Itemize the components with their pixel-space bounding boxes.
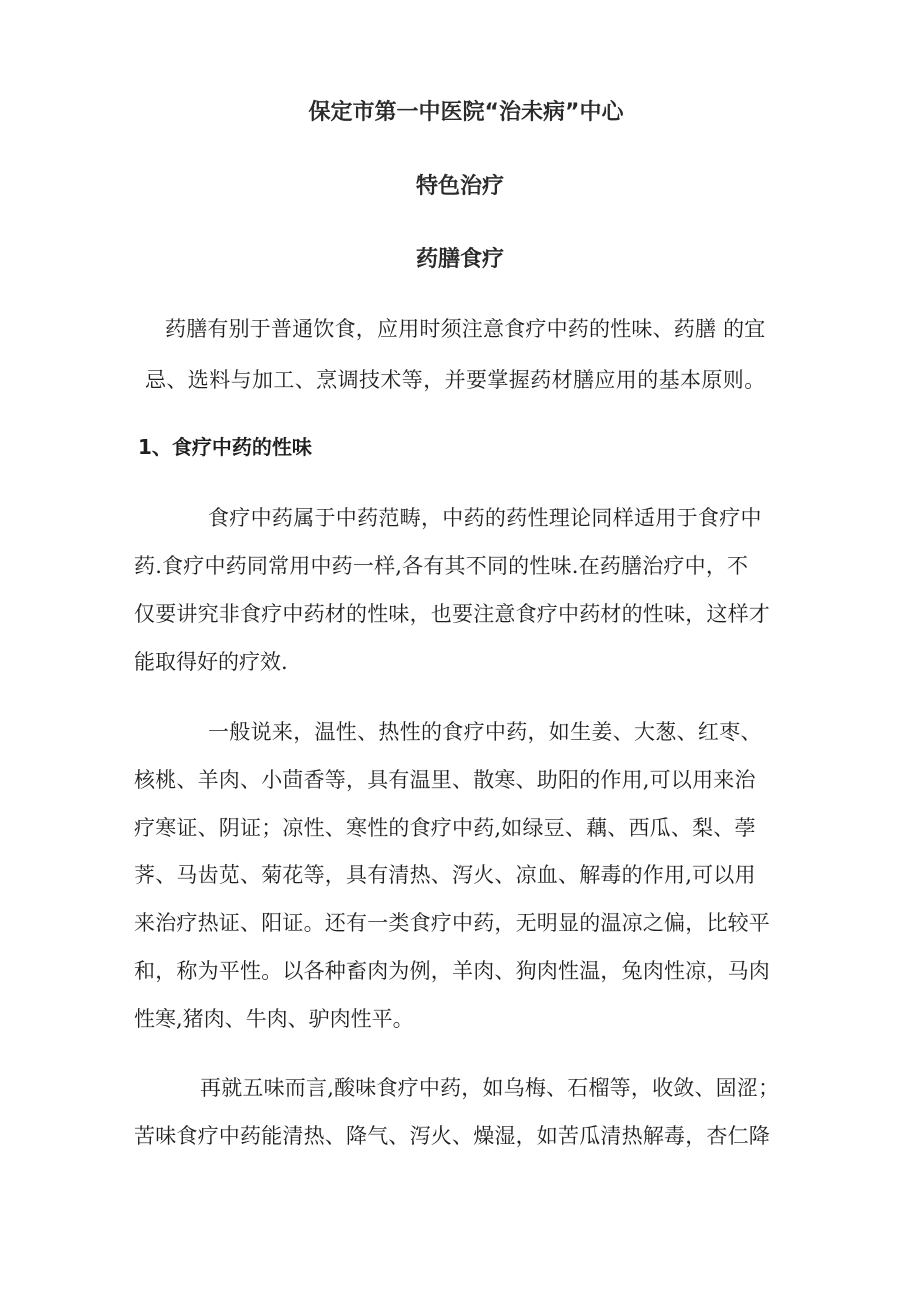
section-heading: 1、食疗中药的性味 [138, 435, 312, 459]
paragraph-line: 性寒,猪肉、牛肉、驴肉性平。 [134, 1007, 414, 1031]
document-title: 保定市第一中医院“治未病”中心 [308, 100, 624, 125]
paragraph-line: 一般说来，温性、热性的食疗中药，如生姜、大葱、红枣、 [208, 720, 762, 744]
paragraph-line: 荠、马齿苋、菊花等，具有清热、泻火、凉血、解毒的作用,可以用 [134, 863, 756, 887]
subtitle-medicinal-diet: 药膳食疗 [415, 247, 504, 272]
intro-line: 忌、选料与加工、烹调技术等，并要掌握药材膳应用的基本原则。 [145, 368, 766, 392]
paragraph-line: 和，称为平性。以各种畜肉为例，羊肉、狗肉性温，兔肉性凉，马肉 [134, 959, 770, 983]
paragraph-line: 再就五味而言,酸味食疗中药，如乌梅、石榴等，收敛、固涩； [200, 1076, 780, 1100]
paragraph-line: 核桃、羊肉、小茴香等，具有温里、散寒、助阳的作用,可以用来治 [134, 768, 756, 792]
intro-line: 药膳有别于普通饮食，应用时须注意食疗中药的性味、药膳 的宜 [165, 317, 766, 341]
paragraph-line: 食疗中药属于中药范畴，中药的药性理论同样适用于食疗中 [208, 506, 762, 530]
subtitle-special-treatment: 特色治疗 [415, 174, 504, 199]
paragraph-line: 仅要讲究非食疗中药材的性味，也要注意食疗中药材的性味，这样才 [134, 602, 770, 626]
paragraph-line: 苦味食疗中药能清热、降气、泻火、燥湿，如苦瓜清热解毒，杏仁降 [134, 1124, 770, 1148]
paragraph-line: 能取得好的疗效. [134, 650, 288, 674]
paragraph-line: 疗寒证、阴证；凉性、寒性的食疗中药,如绿豆、藕、西瓜、梨、荸 [134, 816, 756, 840]
paragraph-line: 来治疗热证、阳证。还有一类食疗中药，无明显的温凉之偏，比较平 [134, 911, 770, 935]
paragraph-line: 药.食疗中药同常用中药一样,各有其不同的性味.在药膳治疗中，不 [134, 554, 749, 578]
